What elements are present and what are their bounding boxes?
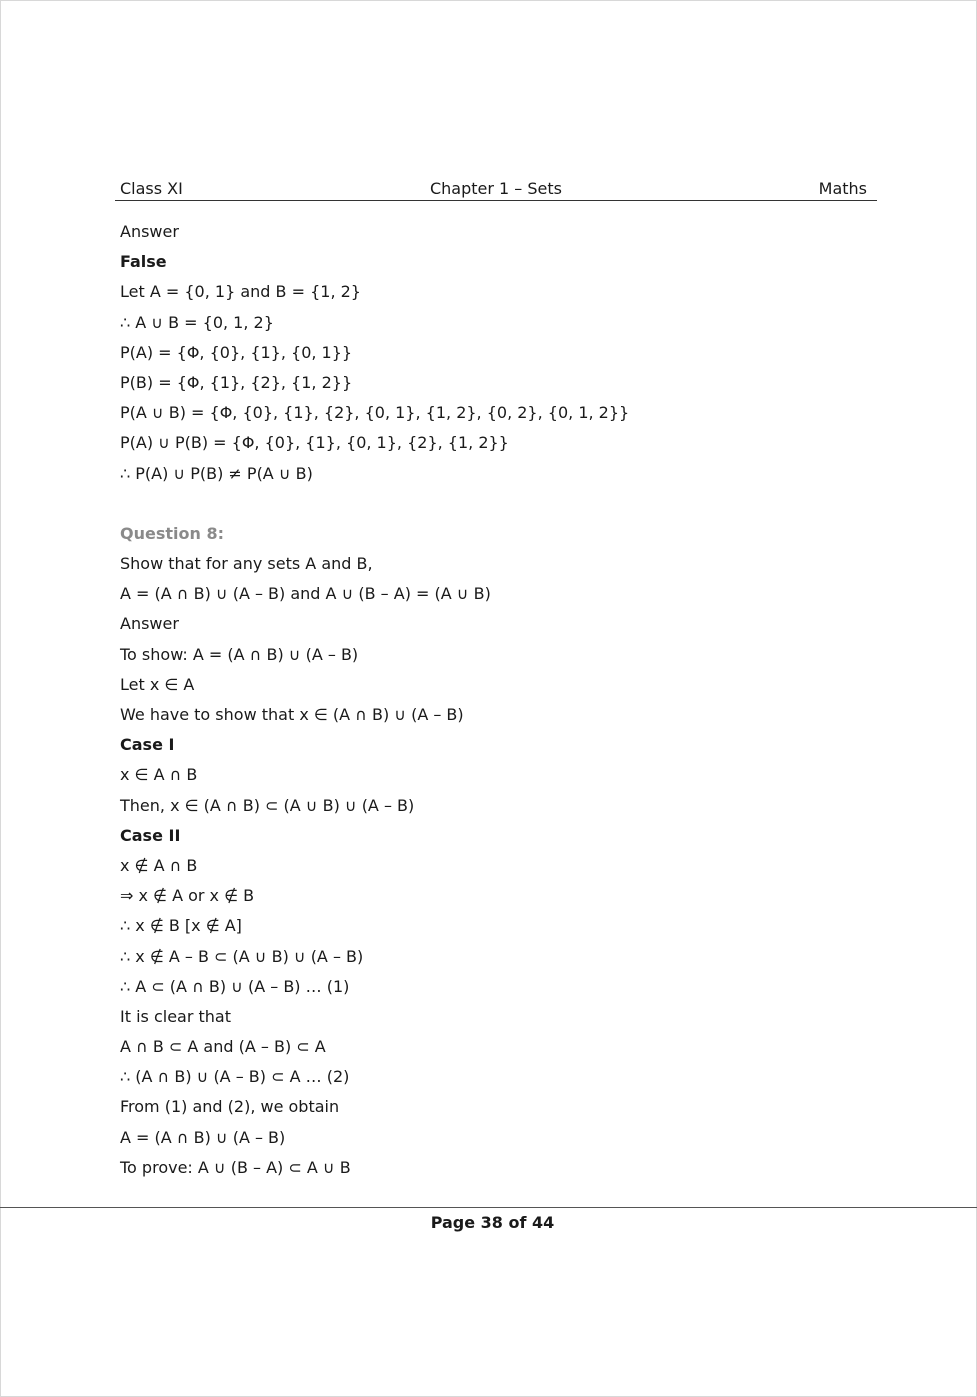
text-line: P(B) = {Φ, {1}, {2}, {1, 2}} <box>120 372 353 392</box>
header-class: Class XI <box>120 179 183 198</box>
page-number: Page 38 of 44 <box>430 1213 555 1232</box>
text-line: ∴ A ⊂ (A ∩ B) ∪ (A – B) … (1) <box>120 976 350 996</box>
text-line: Answer <box>120 222 179 241</box>
spacer <box>120 491 880 521</box>
text-line: Then, x ∈ (A ∩ B) ⊂ (A ∪ B) ∪ (A – B) <box>120 795 415 815</box>
text-line: To prove: A ∪ (B – A) ⊂ A ∪ B <box>120 1157 351 1177</box>
header-chapter: Chapter 1 – Sets <box>429 179 562 198</box>
text-line: ⇒ x ∉ A or x ∉ B <box>120 886 255 906</box>
question-heading: Question 8: <box>120 523 224 543</box>
text-line: We have to show that x ∈ (A ∩ B) ∪ (A – B) <box>120 705 464 724</box>
section-heading: Case I <box>120 735 175 755</box>
section-heading: Case II <box>120 825 181 845</box>
header-subject: Maths <box>818 179 867 198</box>
text-line: P(A) ∪ P(B) = {Φ, {0}, {1}, {0, 1}, {2}, {1, 2}} <box>120 433 509 453</box>
text-line: x ∈ A ∩ B <box>120 765 198 785</box>
text-line: Let x ∈ A <box>120 674 195 694</box>
text-line: ∴ x ∉ A – B ⊂ (A ∪ B) ∪ (A – B) <box>120 946 364 966</box>
text-line: From (1) and (2), we obtain <box>120 1097 340 1117</box>
text-line: A = (A ∩ B) ∪ (A – B) <box>120 1127 286 1147</box>
text-line: ∴ (A ∩ B) ∪ (A – B) ⊂ A … (2) <box>120 1067 350 1087</box>
section-heading: False <box>120 252 167 272</box>
page-content <box>120 219 880 1185</box>
text-line: Show that for any sets A and B, <box>120 554 373 574</box>
page-header <box>115 178 877 201</box>
text-line: To show: A = (A ∩ B) ∪ (A – B) <box>120 644 359 664</box>
text-line: Let A = {0, 1} and B = {1, 2} <box>120 282 361 302</box>
text-line: P(A) = {Φ, {0}, {1}, {0, 1}} <box>120 342 353 362</box>
text-line: It is clear that <box>120 1006 231 1026</box>
text-line: x ∉ A ∩ B <box>120 855 198 875</box>
text-line: ∴ A ∪ B = {0, 1, 2} <box>120 312 274 332</box>
footer-divider <box>0 1207 977 1208</box>
text-line: ∴ x ∉ B [x ∉ A] <box>120 916 242 936</box>
text-line: A ∩ B ⊂ A and (A – B) ⊂ A <box>120 1037 326 1057</box>
text-line: ∴ P(A) ∪ P(B) ≠ P(A ∪ B) <box>120 463 313 483</box>
text-line: Answer <box>120 614 179 634</box>
text-line: P(A ∪ B) = {Φ, {0}, {1}, {2}, {0, 1}, {1, 2}, {0, 2}, {0, 1, 2}} <box>120 403 630 423</box>
text-line: A = (A ∩ B) ∪ (A – B) and A ∪ (B – A) = (A ∪ B) <box>120 584 491 604</box>
